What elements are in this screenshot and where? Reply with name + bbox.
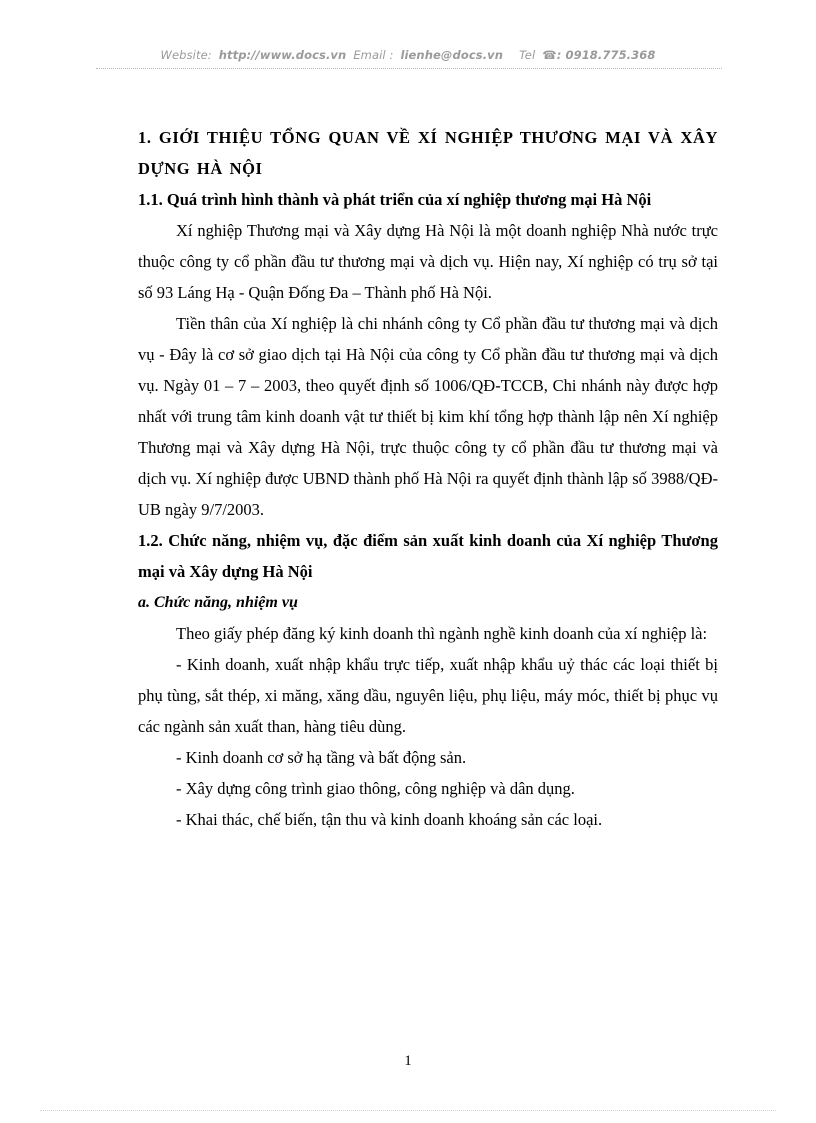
list-item: - Kinh doanh, xuất nhập khẩu trực tiếp, xuất nhập khẩu uỷ thác các loại thiết bị phụ tùng, sắt thép, xi măng, xăng dầu, nguyên liệu, phụ liệu, máy móc, thiết bị phục vụ các ngành sản xuất than, hàng tiêu dùng. <box>138 655 718 736</box>
paragraph: Theo giấy phép đăng ký kinh doanh thì ngành nghề kinh doanh của xí nghiệp là: <box>176 624 708 643</box>
header-website-value: http://www.docs.vn <box>218 48 347 62</box>
paragraph: Xí nghiệp Thương mại và Xây dựng Hà Nội là một doanh nghiệp Nhà nước trực thuộc công ty cổ phần đầu tư thương mại và dịch vụ. Hiện nay, Xí nghiệp có trụ sở tại số 93 Láng Hạ - Quận Đống Đa – Thành phố Hà Nội. <box>138 221 718 302</box>
header-email-label: Email : <box>353 48 394 62</box>
page-title: 1. GIỚI THIỆU TỔNG QUAN VỀ XÍ NGHIỆP THƯƠNG MẠI VÀ XÂY DỰNG HÀ NỘI <box>138 128 718 178</box>
telephone-icon: ☎ <box>542 48 557 62</box>
page-header <box>96 46 720 64</box>
header-contact-line <box>161 48 656 62</box>
section-heading-1-2: 1.2. Chức năng, nhiệm vụ, đặc điểm sản xuất kinh doanh của Xí nghiệp Thương mại và Xây dựng Hà Nội <box>138 531 718 581</box>
list-item: - Xây dựng công trình giao thông, công nghiệp và dân dụng. <box>176 779 575 798</box>
header-divider <box>96 68 722 69</box>
list-item: - Khai thác, chế biến, tận thu và kinh doanh khoáng sản các loại. <box>176 810 603 829</box>
page-number: 1 <box>404 1053 412 1069</box>
header-email-value: lienhe@docs.vn <box>400 48 504 62</box>
section-heading-1-1: 1.1. Quá trình hình thành và phát triển của xí nghiệp thương mại Hà Nội <box>138 190 652 209</box>
subsection-heading-a: a. Chức năng, nhiệm vụ <box>138 594 298 611</box>
document-body <box>138 122 718 835</box>
header-website-label: Website: <box>160 48 212 62</box>
paragraph: Tiền thân của Xí nghiệp là chi nhánh công ty Cổ phần đầu tư thương mại và dịch vụ - Đây là cơ sở giao dịch tại Hà Nội của công ty Cổ phần đầu tư thương mại và dịch vụ. Ngày 01 – 7 – 2003, theo quyết định số 1006/QĐ-TCCB, Chi nhánh này được hợp nhất với trung tâm kinh doanh vật tư thiết bị kim khí tổng hợp thành lập nên Xí nghiệp Thương mại và Xây dựng Hà Nội, trực thuộc công ty cổ phần đầu tư thương mại và dịch vụ. Xí nghiệp được UBND thành phố Hà Nội ra quyết định thành lập số 3988/QĐ-UB ngày 9/7/2003. <box>138 314 718 519</box>
list-item: - Kinh doanh cơ sở hạ tầng và bất động sản. <box>176 748 467 767</box>
footer-divider <box>40 1110 776 1111</box>
header-tel-label: Tel <box>519 48 536 62</box>
header-tel-value: : 0918.775.368 <box>556 48 656 62</box>
